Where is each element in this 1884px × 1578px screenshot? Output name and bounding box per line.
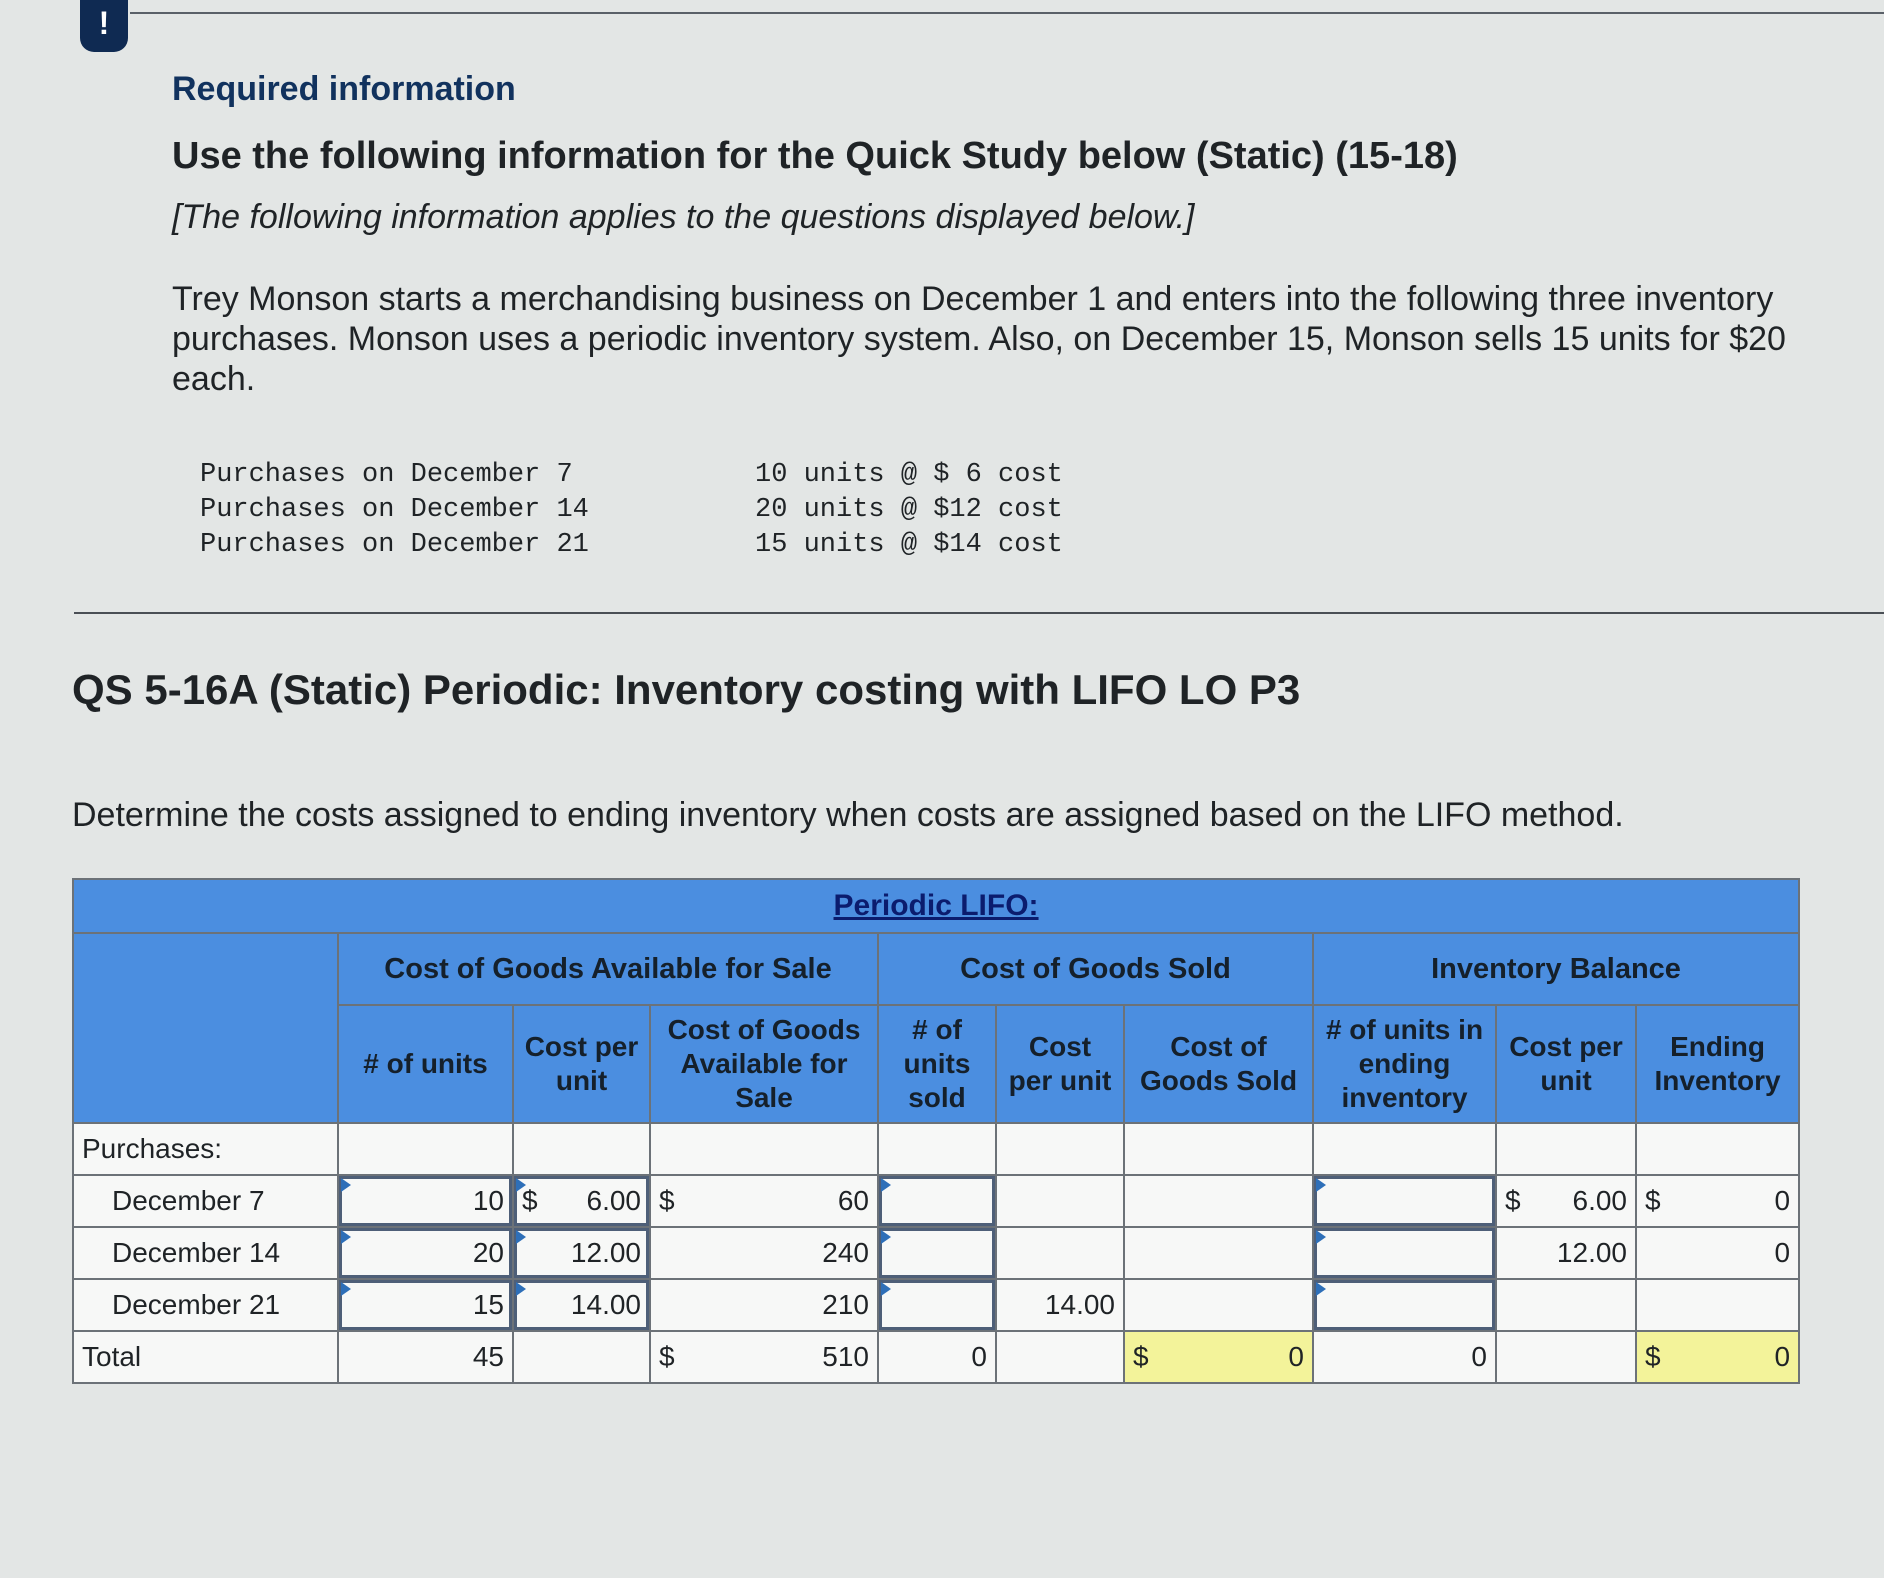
units-input[interactable]: 10 [338,1175,513,1227]
cogs-value [1124,1279,1313,1331]
cogas-value: $ 60 [650,1175,878,1227]
question-title: QS 5-16A (Static) Periodic: Inventory costing with LIFO LO P3 [72,666,1301,713]
cost-per-unit-input[interactable]: 12.00 [513,1227,650,1279]
total-label: Total [73,1331,338,1383]
purchases-label: Purchases: [73,1123,338,1175]
table-row [73,1175,1799,1227]
table-row [73,1227,1799,1279]
units-sold-input[interactable] [878,1227,996,1279]
total-cogas: $ 510 [650,1331,878,1383]
purchases-list [200,460,1063,565]
units-sold-input[interactable] [878,1279,996,1331]
header-blank [73,933,338,1123]
cost-per-unit-sold-value [996,1175,1124,1227]
total-units-ending: 0 [1313,1331,1496,1383]
required-information-panel [172,70,1852,399]
header-cogas-amount: Cost of Goods Available for Sale [650,1005,878,1123]
header-units: # of units [338,1005,513,1123]
cost-per-unit-inventory-value: $ 6.00 [1496,1175,1636,1227]
row-label: December 21 [73,1279,338,1331]
header-units-sold: # of units sold [878,1005,996,1123]
ending-inventory-value: $ 0 [1636,1175,1799,1227]
purchase-row: Purchases on December 14 20 units @ $12 cost [200,495,1063,525]
cost-per-unit-input[interactable]: $ 6.00 [513,1175,650,1227]
info-heading: Use the following information for the Quick Study below (Static) (15-18) [172,135,1458,177]
header-units-ending: # of units in ending inventory [1313,1005,1496,1123]
cogas-value: 210 [650,1279,878,1331]
cost-per-unit-inventory-value: 12.00 [1496,1227,1636,1279]
question-instruction: Determine the costs assigned to ending inventory when costs are assigned based on the LIFO method. [72,796,1624,834]
header-cost-per-unit-sold: Cost per unit [996,1005,1124,1123]
row-label: December 7 [73,1175,338,1227]
total-row [73,1331,1799,1383]
header-cogas: Cost of Goods Available for Sale [338,933,878,1005]
top-divider [130,12,1884,14]
section-divider [74,612,1884,614]
row-label: December 14 [73,1227,338,1279]
ending-inventory-value: 0 [1636,1227,1799,1279]
units-input[interactable]: 20 [338,1227,513,1279]
total-units-sold: 0 [878,1331,996,1383]
header-cost-per-unit: Cost per unit [513,1005,650,1123]
header-cogs: Cost of Goods Sold [878,933,1313,1005]
units-input[interactable]: 15 [338,1279,513,1331]
total-cogs: $ 0 [1124,1331,1313,1383]
cogs-value [1124,1175,1313,1227]
cost-per-unit-sold-value [996,1227,1124,1279]
units-ending-input[interactable] [1313,1227,1496,1279]
purchase-row: Purchases on December 21 15 units @ $14 cost [200,530,1063,560]
purchase-row: Purchases on December 7 10 units @ $ 6 cost [200,460,1063,490]
table-row [73,1279,1799,1331]
header-cost-per-unit-inventory: Cost per unit [1496,1005,1636,1123]
total-units: 45 [338,1331,513,1383]
cogas-value: 240 [650,1227,878,1279]
cogs-value [1124,1227,1313,1279]
header-cogs-amount: Cost of Goods Sold [1124,1005,1313,1123]
header-ending-inventory: Ending Inventory [1636,1005,1799,1123]
cost-per-unit-inventory-value [1496,1279,1636,1331]
header-inventory-balance: Inventory Balance [1313,933,1799,1005]
info-note: [The following information applies to the questions displayed below.] [172,198,1195,236]
units-sold-input[interactable] [878,1175,996,1227]
ending-inventory-value [1636,1279,1799,1331]
purchases-label-row [73,1123,1799,1175]
total-ending-inventory: $ 0 [1636,1331,1799,1383]
units-ending-input[interactable] [1313,1175,1496,1227]
cost-per-unit-sold-value: 14.00 [996,1279,1124,1331]
lifo-table [72,878,1800,1384]
units-ending-input[interactable] [1313,1279,1496,1331]
cost-per-unit-input[interactable]: 14.00 [513,1279,650,1331]
worksheet-title: Periodic LIFO: [73,879,1799,933]
alert-icon: ! [80,0,128,52]
required-information-label: Required information [172,70,516,108]
info-paragraph: Trey Monson starts a merchandising business on December 1 and enters into the following three inventory purchases. Monson uses a periodic inventory system. Also, on December 15, Monson sells 15 units for $20 each. [172,280,1786,398]
lifo-worksheet [72,878,1798,1384]
